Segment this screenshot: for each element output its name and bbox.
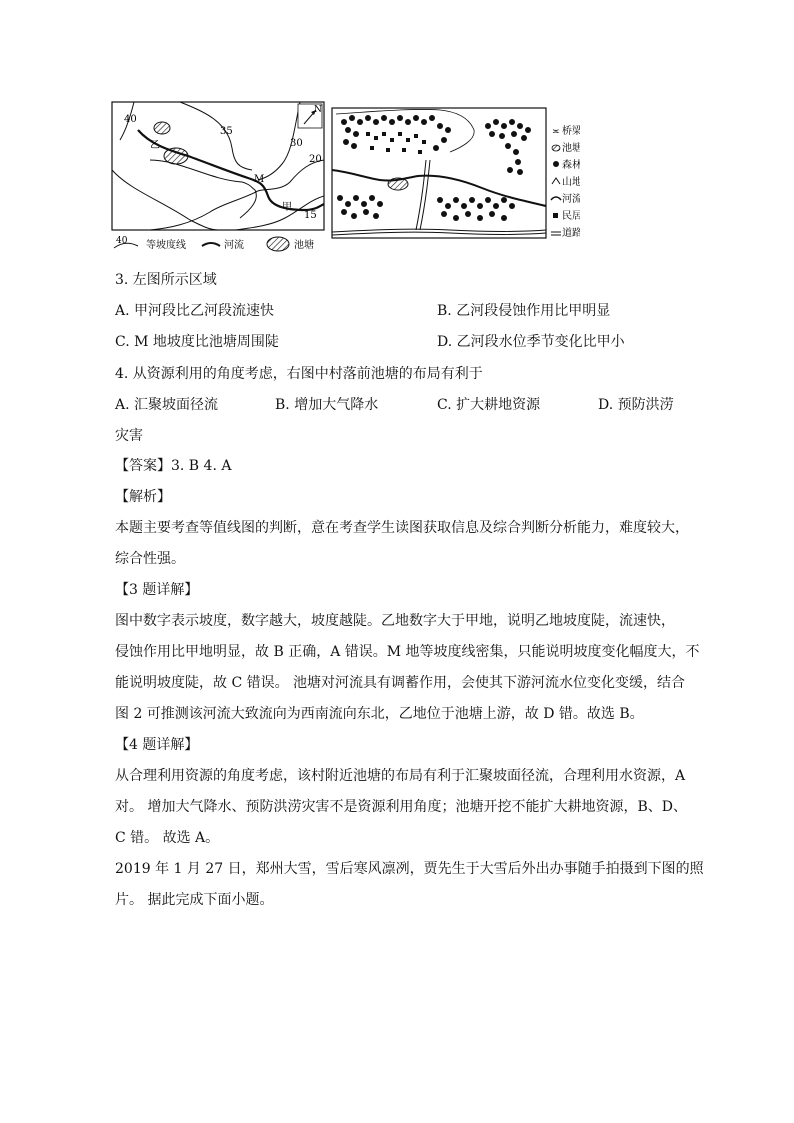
q3-option-b: B. 乙河段侵蚀作用比甲明显 [437,303,611,319]
legend-river-label: 河流 [224,240,244,251]
next-intro-line: 片。 据此完成下面小题。 [115,892,274,908]
maps-svg [110,100,580,260]
left-map-frame [112,102,324,230]
point-label-m: M [254,174,265,185]
q3-detail-line: 侵蚀作用比甲地明显，故 B 正确，A 错误。M 地等坡度线密集，只能说明坡度变化幅度大，不 [115,644,700,660]
forest-legend-icon [553,161,559,167]
legend-road-label: 道路 [562,228,580,239]
q3-option-c: C. M 地坡度比池塘周围陡 [115,334,279,350]
q4-option-d-wrap: 灾害 [115,428,143,444]
q4-option-d: D. 预防洪涝 [598,397,674,413]
q4-detail-heading: 【4 题详解】 [115,737,199,753]
q3-detail-line: 图 2 可推测该河流大致流向为西南流向东北，乙地位于池塘上游，故 D 错。故选 B。 [115,706,644,722]
right-legend [551,124,580,239]
q3-stem: 3. 左图所示区域 [115,272,217,288]
q4-option-c: C. 扩大耕地资源 [437,397,541,413]
q4-option-a: A. 汇聚坡面径流 [115,397,219,413]
contour-label-40: 40 [124,114,137,125]
river-legend-icon [202,243,220,246]
legend-contour-label: 等坡度线 [146,240,186,251]
right-map [332,108,580,239]
answer-line: 【答案】3. B 4. A [115,458,232,474]
q3-option-d: D. 乙河段水位季节变化比甲小 [437,334,625,350]
figure-maps [110,100,580,260]
contour-label-20: 20 [309,154,322,165]
q4-stem: 4. 从资源利用的角度考虑，右图中村落前池塘的布局有利于 [115,366,483,382]
point-label-jia: 甲 [282,202,292,213]
q3-option-a: A. 甲河段比乙河段流速快 [115,303,275,319]
q3-detail-line: 图中数字表示坡度，数字越大，坡度越陡。乙地数字大于甲地，说明乙地坡度陡，流速快， [115,613,675,629]
point-label-yi: 乙 [150,140,160,151]
mountain-legend-icon [552,178,560,184]
contour-label-15: 15 [304,210,317,221]
pond-icon [154,122,170,134]
legend-house-label: 民居 [562,211,580,222]
pond-icon [388,178,408,190]
next-intro-line: 2019 年 1 月 27 日，郑州大雪，雪后寒风凛冽，贾先生于大雪后外出办事随手拍摄到下图的照 [115,861,704,877]
legend-contour-sample: 40 [116,236,128,246]
analysis-line: 综合性强。 [115,551,185,567]
house-legend-icon [553,213,558,218]
q3-detail-heading: 【3 题详解】 [115,582,199,598]
bridge-icon: ≍ [552,127,560,137]
pond-legend-icon [552,145,560,151]
river-legend-icon [551,197,561,200]
analysis-line: 本题主要考查等值线图的判断，意在考查学生读图获取信息及综合判断分析能力，难度较大， [115,520,689,536]
legend-bridge-label: 桥梁 [562,126,580,137]
left-legend [114,236,314,251]
contour-label-30: 30 [290,138,303,149]
analysis-heading: 【解析】 [115,489,171,505]
q4-detail-line: 从合理利用资源的角度考虑，该村附近池塘的布局有利于汇聚坡面径流，合理利用水资源，A [115,768,686,784]
north-label: N [314,105,322,115]
q4-option-b: B. 增加大气降水 [275,397,379,413]
q4-detail-line: C 错。 故选 A。 [115,830,220,846]
left-map [112,102,324,251]
legend-river-label: 河流 [562,194,580,205]
pond-icon [164,148,188,164]
legend-forest-label: 森林 [562,160,580,171]
contour-label-35: 35 [220,126,233,137]
north-arrow-icon [298,104,322,128]
legend-pond-label: 池塘 [562,143,580,154]
legend-pond-label: 池塘 [294,240,314,251]
q3-detail-line: 能说明坡度陡，故 C 错误。 池塘对河流具有调蓄作用，会使其下游河流水位变化变缓，结合 [115,675,686,691]
legend-mountain-label: 山地 [562,177,580,188]
q4-detail-line: 对。 增加大气降水、预防洪涝灾害不是资源利用角度；池塘开挖不能扩大耕地资源，B、D、 [115,799,687,815]
pond-legend-icon [267,237,289,251]
